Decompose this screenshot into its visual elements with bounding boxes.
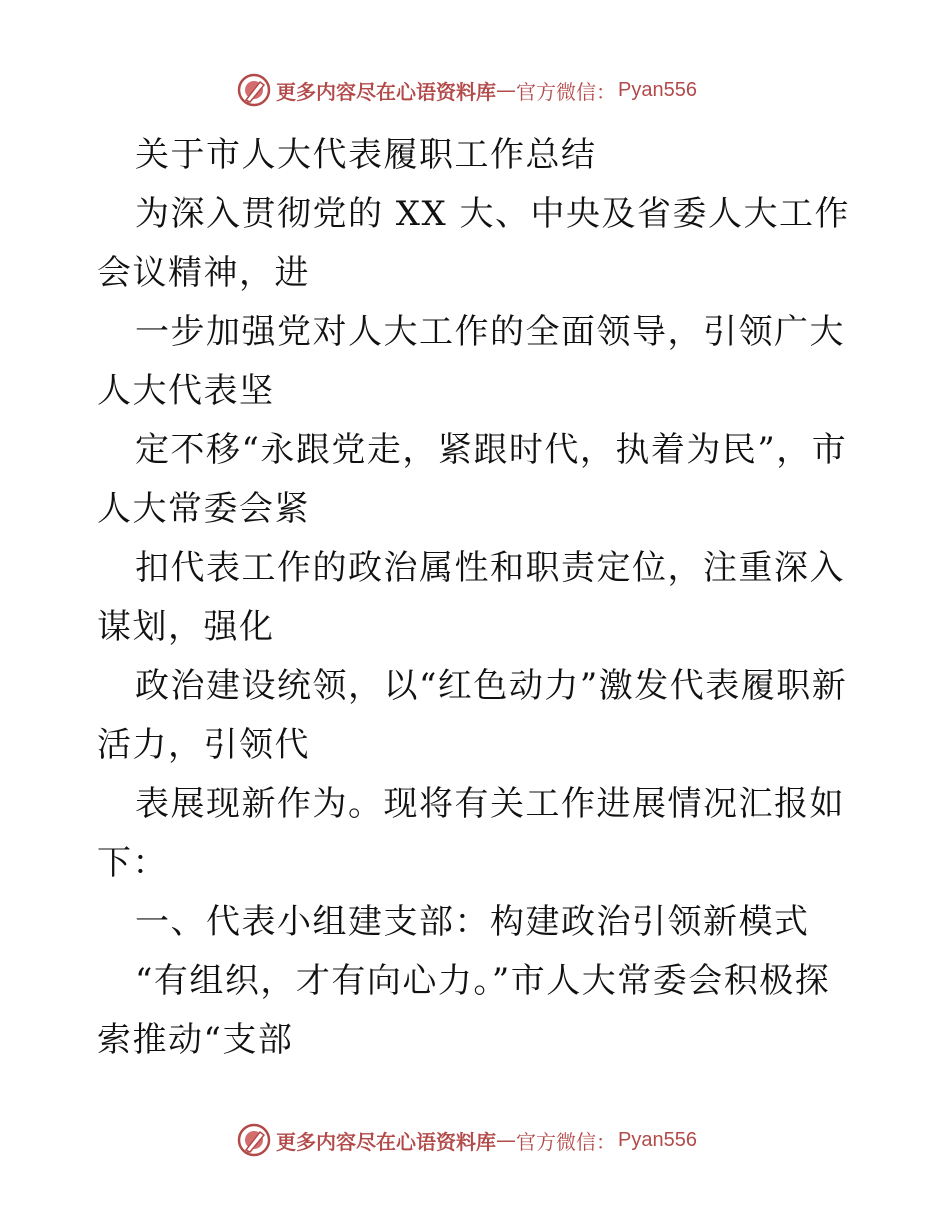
paragraph-4: 扣代表工作的政治属性和职责定位，注重深入谋划，强化 — [97, 548, 845, 647]
footer-watermark-banner — [236, 1122, 697, 1158]
document-title: 关于市人大代表履职工作总结 — [135, 135, 597, 175]
pen-logo-icon — [236, 72, 272, 108]
paragraph-2: 一步加强党对人大工作的全面领导，引领广大人大代表坚 — [97, 312, 845, 411]
section-heading-1: 一、代表小组建支部：构建政治引领新模式 — [135, 902, 810, 942]
pen-logo-icon — [236, 1122, 272, 1158]
paragraph-7: “有组织，才有向心力。”市人大常委会积极探索推动“支部 — [97, 961, 831, 1060]
banner-wechat-handle: Pyan556 — [618, 1128, 697, 1151]
paragraph-1: 为深入贯彻党的 XX 大、中央及省委人大工作会议精神，进 — [97, 194, 851, 293]
banner-brand-text: 更多内容尽在心语资料库 — [276, 79, 496, 104]
banner-dash: — — [496, 78, 516, 102]
paragraph-5: 政治建设统领，以“红色动力”激发代表履职新活力，引领代 — [97, 666, 848, 765]
banner-dash: — — [496, 1128, 516, 1152]
paragraph-3: 定不移“永跟党走，紧跟时代，执着为民”，市人大常委会紧 — [97, 430, 848, 529]
document-body — [97, 126, 857, 1070]
banner-brand-text: 更多内容尽在心语资料库 — [276, 1129, 496, 1154]
banner-official-label: 官方微信： — [516, 79, 616, 104]
banner-wechat-handle: Pyan556 — [618, 78, 697, 101]
banner-official-label: 官方微信： — [516, 1129, 616, 1154]
paragraph-6: 表展现新作为。现将有关工作进展情况汇报如下： — [97, 784, 845, 883]
header-watermark-banner — [236, 72, 697, 108]
